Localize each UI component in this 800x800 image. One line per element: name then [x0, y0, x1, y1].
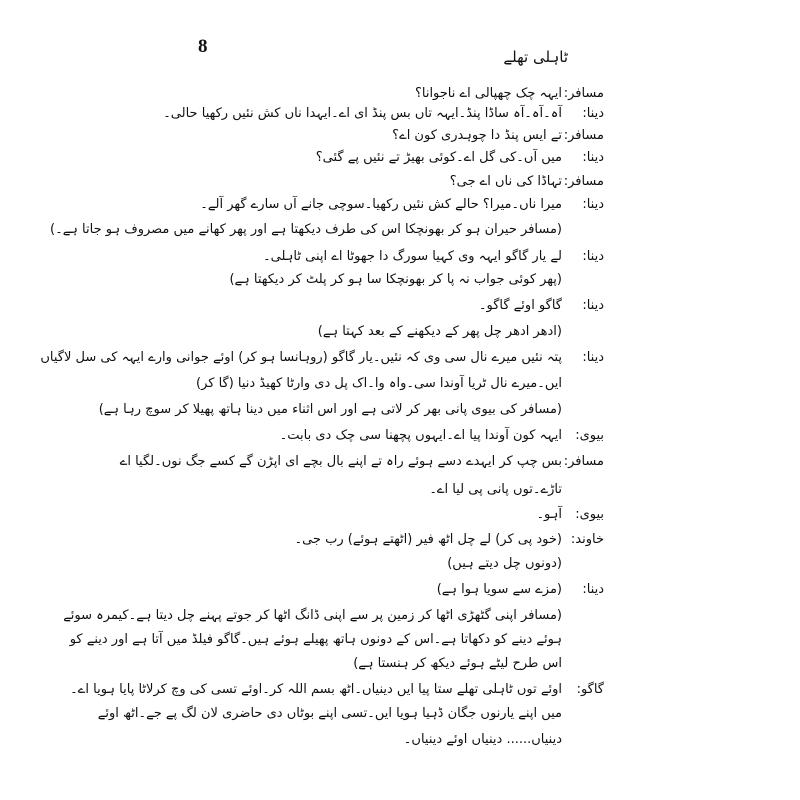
- running-title: ٹاہلی تھلے: [503, 48, 568, 66]
- dialogue-line: [0, 706, 800, 726]
- dialogue-line: [0, 402, 800, 422]
- speaker-label: بیوی:: [575, 428, 604, 443]
- line-text: میں اپنے یارنوں جگان ڈہیا ہویا ایں۔تسی اپنے بوٹاں دی حاضری لان لگ پے جے۔اٹھ اوئے: [97, 706, 562, 721]
- dialogue-line: [0, 582, 800, 602]
- line-text: تے ایس پنڈ دا چوہدری کون اے؟: [392, 128, 562, 143]
- dialogue-line: [0, 350, 800, 370]
- speaker-label: دینا:: [582, 150, 604, 165]
- line-text: تہاڈا کی ناں اے جی؟: [449, 174, 562, 189]
- line-text: (دونوں چل دیتے ہیں): [447, 556, 562, 571]
- line-text: ہوئے دینے کو دکھاتا ہے۔اس کے دونوں ہاتھ پھیلے ہوئے ہیں۔گاگو فیلڈ میں آتا ہے اور دینے کو: [69, 632, 562, 647]
- line-text: (مسافر اپنی گٹھڑی اٹھا کر زمین پر سے اپنی ڈانگ اٹھا کر جوتے پہنے چل دیتا ہے۔کیمرہ سوئے: [63, 608, 562, 623]
- line-text: بس چپ کر ایہدے دسے ہوئے راہ تے اپنے بال بچے ای اپڑن گے کسے جگ نوں۔لگیا اے: [119, 454, 562, 469]
- speaker-label: دینا:: [582, 298, 604, 313]
- dialogue-line: [0, 106, 800, 126]
- line-text: ایں۔میرے نال ٹریا آوندا سی۔واہ وا۔اک پل دی وارٹا کھیڈ دنیا (گا کر): [196, 376, 562, 391]
- dialogue-line: [0, 556, 800, 576]
- line-text: تاڑے۔توں پانی پی لیا اے۔: [429, 482, 562, 497]
- speaker-label: مسافر:: [563, 174, 604, 189]
- dialogue-line: [0, 682, 800, 702]
- line-text: میں آں۔کی گل اے۔کوئی بھیڑ تے نئیں پے گئی؟: [315, 150, 562, 165]
- speaker-label: گاگو:: [576, 682, 604, 697]
- line-text: لے یار گاگو ایہہ وی کہیا سورگ دا جھوٹا اے اپنی ٹاہلی۔: [263, 249, 562, 264]
- speaker-label: مسافر:: [563, 86, 604, 101]
- line-text: آہ۔آہ۔آہ ساڈا پنڈ۔ایہہ تاں بس پنڈ ای اے۔ایہدا ناں کش نئیں رکھیا حالی۔: [163, 106, 562, 121]
- speaker-label: دینا:: [582, 249, 604, 264]
- dialogue-line: [0, 376, 800, 396]
- dialogue-line: [0, 507, 800, 527]
- dialogue-line: [0, 732, 800, 752]
- line-text: آہو۔: [536, 507, 562, 522]
- line-text: (مزے سے سویا ہوا ہے): [436, 582, 562, 597]
- dialogue-line: [0, 324, 800, 344]
- line-text: ایہہ چک چھپالی اے ناجوانا؟: [414, 86, 562, 101]
- speaker-label: مسافر:: [563, 128, 604, 143]
- line-text: میرا ناں۔میرا؟ حالے کش نئیں رکھیا۔سوچی جانے آں سارے گھر آلے۔: [200, 197, 562, 212]
- dialogue-line: [0, 222, 800, 242]
- dialogue-line: [0, 608, 800, 628]
- dialogue-line: [0, 128, 800, 148]
- speaker-label: دینا:: [582, 582, 604, 597]
- dialogue-line: [0, 249, 800, 269]
- page-number: 8: [198, 36, 208, 57]
- line-text: گاگو اوئے گاگو۔: [478, 298, 562, 313]
- speaker-label: خاوند:: [570, 532, 604, 547]
- speaker-label: دینا:: [582, 106, 604, 121]
- line-text: ایہہ کون آوندا پیا اے۔ایہوں پچھنا سی چک دی بابت۔: [279, 428, 562, 443]
- line-text: دینیاں...... دینیاں اوئے دینیاں۔: [403, 732, 562, 747]
- line-text: اس طرح لیٹے ہوئے دیکھ کر ہنستا ہے): [353, 656, 562, 671]
- dialogue-line: [0, 656, 800, 676]
- dialogue-line: [0, 272, 800, 292]
- dialogue-line: [0, 197, 800, 217]
- dialogue-line: [0, 86, 800, 106]
- dialogue-line: [0, 454, 800, 474]
- dialogue-line: [0, 482, 800, 502]
- line-text: (مسافر حیران ہو کر بھونچکا اس کی طرف دیکھتا ہے اور پھر کھانے میں مصروف ہو جاتا ہے۔): [50, 222, 562, 237]
- line-text: (خود پی کر) لے چل اٹھ فیر (اٹھتے ہوئے) رب جی۔: [294, 532, 562, 547]
- dialogue-line: [0, 150, 800, 170]
- dialogue-line: [0, 174, 800, 194]
- line-text: (پھر کوئی جواب نہ پا کر بھونچکا سا ہو کر پلٹ کر دیکھتا ہے): [229, 272, 562, 287]
- line-text: (مسافر کی بیوی پانی بھر کر لاتی ہے اور اس اثناء میں دینا ہاتھ پھیلا کر سوچ رہا ہے): [98, 402, 562, 417]
- line-text: پتہ نئیں میرے نال سی وی کہ نئیں۔یار گاگو (روہانسا ہو کر) اوئے جوانی وارے ایہہ کی سل لاگیاں: [40, 350, 562, 365]
- line-text: (ادھر ادھر چل پھر کے دیکھنے کے بعد کہتا ہے): [317, 324, 562, 339]
- speaker-label: دینا:: [582, 197, 604, 212]
- dialogue-line: [0, 298, 800, 318]
- speaker-label: بیوی:: [575, 507, 604, 522]
- speaker-label: دینا:: [582, 350, 604, 365]
- dialogue-line: [0, 532, 800, 552]
- dialogue-line: [0, 428, 800, 448]
- speaker-label: مسافر:: [563, 454, 604, 469]
- dialogue-line: [0, 632, 800, 652]
- line-text: اوئے توں ٹاہلی تھلے ستا پیا ایں دینیاں۔اٹھ بسم اللہ کر۔اوئے تسی کی وچ کرلاٹا پایا ہویا اے۔: [70, 682, 562, 697]
